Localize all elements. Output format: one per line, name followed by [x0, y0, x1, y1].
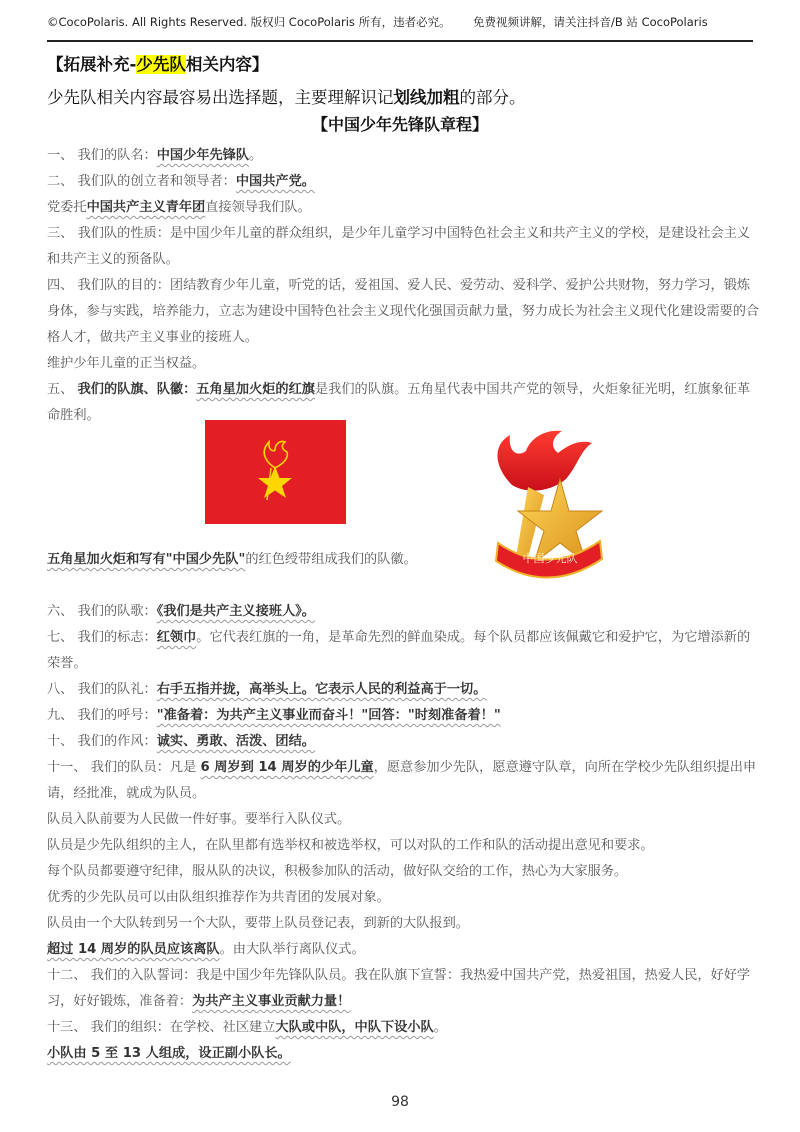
item-4: 四、 我们队的目的：团结教育少年儿童，听党的话，爱祖国、爱人民、爱劳动、爱科学、爱护公共财物，努力学习，锻炼身体，参与实践，培养能力，立志为建设中国特色社会主义现代化强国贡献力量，努力成长为社会主义现代化建设需要的合格人才，做共产主义事业的接班人。 [47, 278, 760, 345]
item-1: 一、 我们的队名：中国少年先锋队。 [47, 148, 263, 163]
item-11g: 超过 14 周岁的队员应该离队。由大队举行离队仪式。 [47, 942, 365, 957]
item-11: 十一、 我们的队员：凡是 6 周岁到 14 周岁的少年儿童，愿意参加少先队，愿意遵守队章，向所在学校少先队组织提出申请，经批准，就成为队员。 [47, 760, 757, 801]
badge-ribbon-text: 中国少先队 [522, 552, 578, 565]
page-header [47, 10, 753, 42]
item-11f: 队员由一个大队转到另一个大队，要带上队员登记表，到新的大队报到。 [47, 916, 469, 931]
item-8: 八、 我们的队礼：右手五指并拢，高举头上。它表示人民的利益高于一切。 [47, 682, 487, 697]
flame-icon [497, 431, 592, 491]
item-11d: 每个队员都要遵守纪律，服从队的决议，积极参加队的活动，做好队交给的工作，热心为大家服务。 [47, 864, 628, 879]
item-11c: 队员是少先队组织的主人，在队里都有选举权和被选举权，可以对队的工作和队的活动提出意见和要求。 [47, 838, 654, 853]
section-title: 【拓展补充-少先队相关内容】 [47, 55, 269, 74]
charter-title: 【中国少年先锋队章程】 [311, 115, 488, 134]
page-number: 98 [391, 1094, 409, 1110]
item-12: 十二、 我们的入队誓词：我是中国少年先锋队队员。我在队旗下宣誓：我热爱中国共产党，热爱祖国，热爱人民，好好学习，好好锻炼，准备着：为共产主义事业贡献力量！ [47, 968, 751, 1009]
pioneer-badge-image [488, 425, 606, 581]
item-11b: 队员入队前要为人民做一件好事。要举行入队仪式。 [47, 812, 351, 827]
pioneer-flag-image [205, 420, 346, 524]
item-6: 六、 我们的队歌：《我们是共产主义接班人》。 [47, 604, 315, 619]
item-5b: 五角星加火炬和写有"中国少先队"的红色绶带组成我们的队徽。 [47, 552, 417, 567]
item-4b: 维护少年儿童的正当权益。 [47, 356, 206, 371]
promo-text: 免费视频讲解，请关注抖音/B 站 CocoPolaris [473, 15, 708, 29]
item-2: 二、 我们队的创立者和领导者：中国共产党。 [47, 174, 315, 189]
charter-content [47, 143, 762, 1067]
item-9: 九、 我们的呼号："准备着：为共产主义事业而奋斗！"回答："时刻准备着！" [47, 708, 501, 723]
item-10: 十、 我们的作风：诚实、勇敢、活泼、团结。 [47, 734, 315, 749]
item-7: 七、 我们的标志：红领巾。它代表红旗的一角，是革命先烈的鲜血染成。每个队员都应该佩戴它和爱护它，为它增添新的荣誉。 [47, 630, 751, 671]
highlighted-keyword: 少先队 [136, 55, 186, 74]
item-2b: 党委托中国共产主义青年团直接领导我们队。 [47, 200, 311, 215]
item-13b: 小队由 5 至 13 人组成，设正副小队长。 [47, 1046, 291, 1061]
item-5: 五、 我们的队旗、队徽：五角星加火炬的红旗是我们的队旗。五角星代表中国共产党的领导，火炬象征光明，红旗象征革命胜利。 [47, 382, 751, 423]
item-13: 十三、 我们的组织：在学校、社区建立大队或中队，中队下设小队。 [47, 1020, 447, 1035]
item-3: 三、 我们队的性质：是中国少年儿童的群众组织，是少年儿童学习中国特色社会主义和共产主义的学校，是建设社会主义和共产主义的预备队。 [47, 226, 751, 267]
intro-text: 少先队相关内容最容易出选择题，主要理解识记划线加粗的部分。 [47, 88, 526, 107]
item-11e: 优秀的少先队员可以由队组织推荐作为共青团的发展对象。 [47, 890, 390, 905]
copyright-text: ©CocoPolaris. All Rights Reserved. 版权归 CocoPolaris 所有，违者必究。 [47, 15, 451, 29]
